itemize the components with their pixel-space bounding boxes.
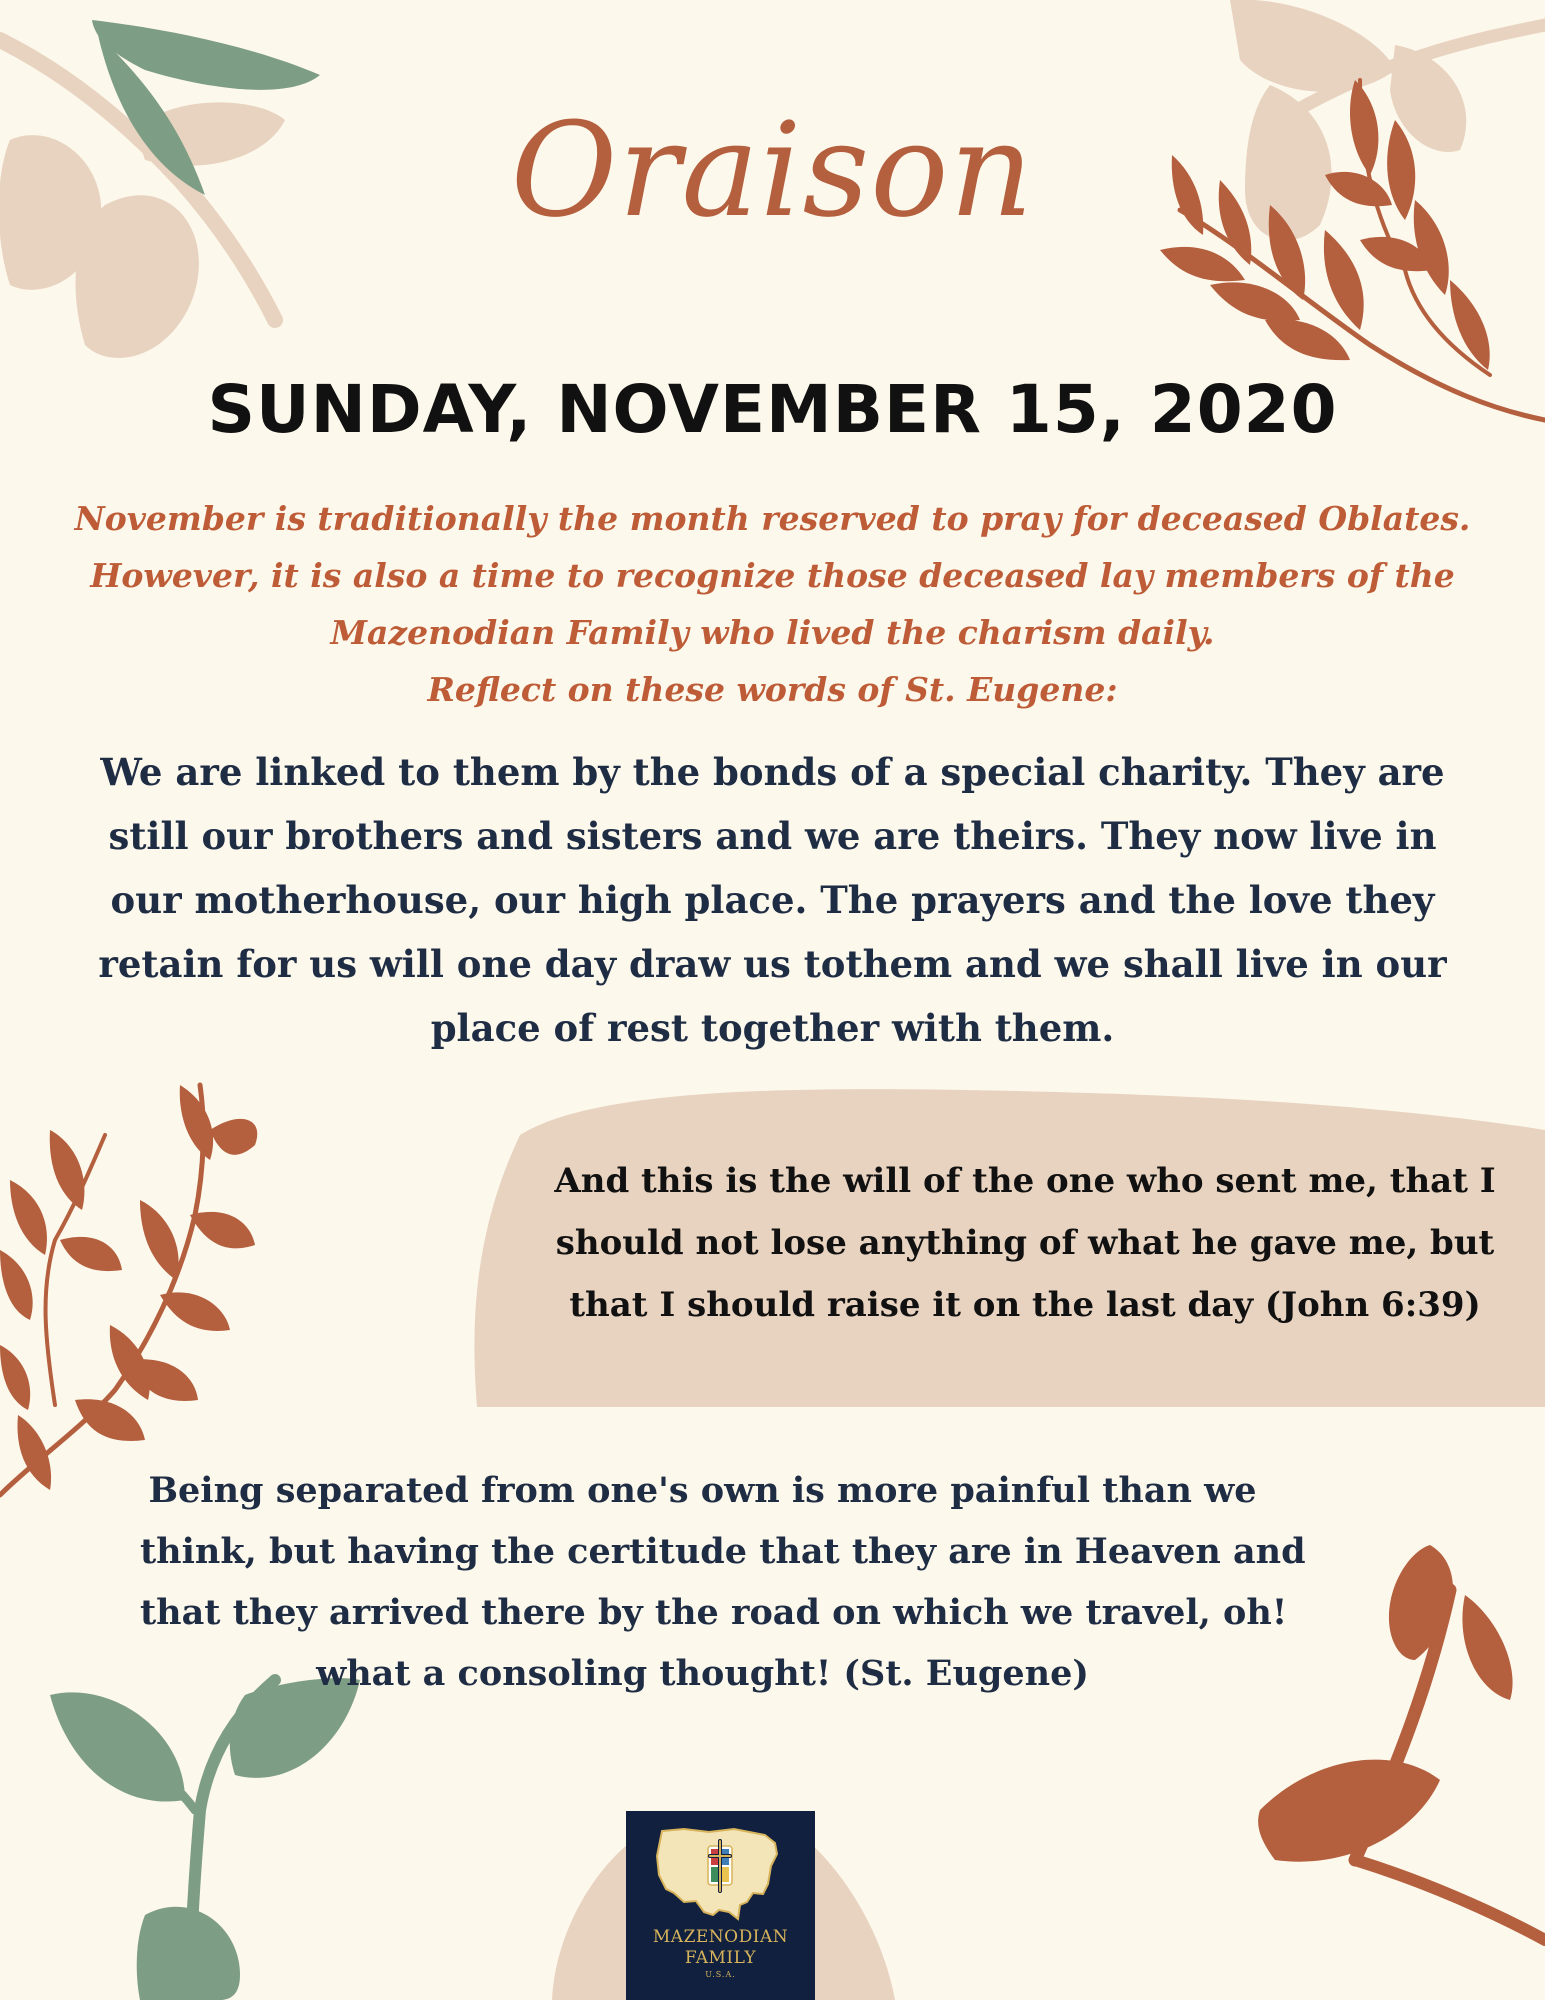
terracotta-leaf — [1450, 280, 1490, 370]
terracotta-leaf — [180, 1085, 213, 1160]
scripture-line: should not lose anything of what he gave me, but — [555, 1223, 1495, 1263]
intro-line: Reflect on these words of St. Eugene: — [427, 670, 1118, 709]
left-middle-branch — [0, 1085, 257, 1495]
quote-line: retain for us will one day draw us tothem and we shall live in our — [98, 942, 1447, 986]
terracotta-leaf — [50, 1130, 85, 1210]
quote-line: We are linked to them by the bonds of a special charity. They are — [100, 750, 1445, 794]
terracotta-leaf — [210, 1119, 257, 1155]
green-leaf — [50, 1692, 185, 1801]
quote-line: still our brothers and sisters and we are theirs. They now live in — [108, 814, 1437, 858]
closing-line: that they arrived there by the road on which we travel, oh! — [140, 1592, 1288, 1633]
page-date: SUNDAY, NOVEMBER 15, 2020 — [207, 371, 1338, 448]
closing-line: Being separated from one's own is more painful than we — [148, 1470, 1257, 1511]
logo-text-mazenodian: MAZENODIAN — [652, 1927, 789, 1947]
terracotta-leaf — [17, 1415, 51, 1490]
terracotta-leaf — [190, 1212, 255, 1248]
scripture-passage — [545, 1150, 1505, 1336]
mazenodian-family-logo — [626, 1811, 815, 2000]
quote-line: our motherhouse, our high place. The prayers and the love they — [110, 878, 1435, 922]
terracotta-leaf — [1265, 319, 1350, 360]
terracotta-leaf — [10, 1180, 47, 1255]
terracotta-leaf — [140, 1200, 179, 1280]
quote-line: place of rest together with them. — [430, 1006, 1115, 1050]
intro-line: November is traditionally the month reserved to pray for deceased Oblates. — [74, 499, 1471, 538]
intro-text — [40, 490, 1505, 718]
terracotta-leaf — [1462, 1595, 1512, 1700]
bottom-left-leaves — [50, 1678, 360, 2000]
logo-text-family: FAMILY — [684, 1948, 757, 1968]
closing-line: think, but having the certitude that they are in Heaven and — [140, 1531, 1306, 1572]
terracotta-leaf — [0, 1250, 33, 1320]
bottom-right-leaves — [1258, 1545, 1545, 1940]
beige-leaf — [1230, 0, 1395, 92]
branch-stem — [1355, 1860, 1545, 1940]
script-title: Oraison — [510, 94, 1035, 246]
closing-line: what a consoling thought! (St. Eugene) — [316, 1653, 1089, 1694]
closing-quote — [140, 1460, 1306, 1704]
terracotta-leaf — [75, 1399, 145, 1441]
logo-text-usa: U.S.A. — [705, 1970, 736, 1979]
terracotta-leaf — [60, 1237, 122, 1271]
intro-line: Mazenodian Family who lived the charism daily. — [330, 613, 1215, 652]
terracotta-leaf — [1210, 282, 1300, 321]
terracotta-leaf — [160, 1292, 230, 1331]
intro-line: However, it is also a time to recognize those deceased lay members of the — [90, 556, 1455, 595]
terracotta-leaf — [1258, 1760, 1440, 1862]
scripture-line: that I should raise it on the last day (John 6:39) — [569, 1285, 1481, 1325]
terracotta-leaf — [0, 1345, 30, 1410]
scripture-line: And this is the will of the one who sent me, that I — [554, 1161, 1496, 1201]
st-eugene-quote — [90, 740, 1455, 1060]
green-leaf — [137, 1907, 240, 2000]
